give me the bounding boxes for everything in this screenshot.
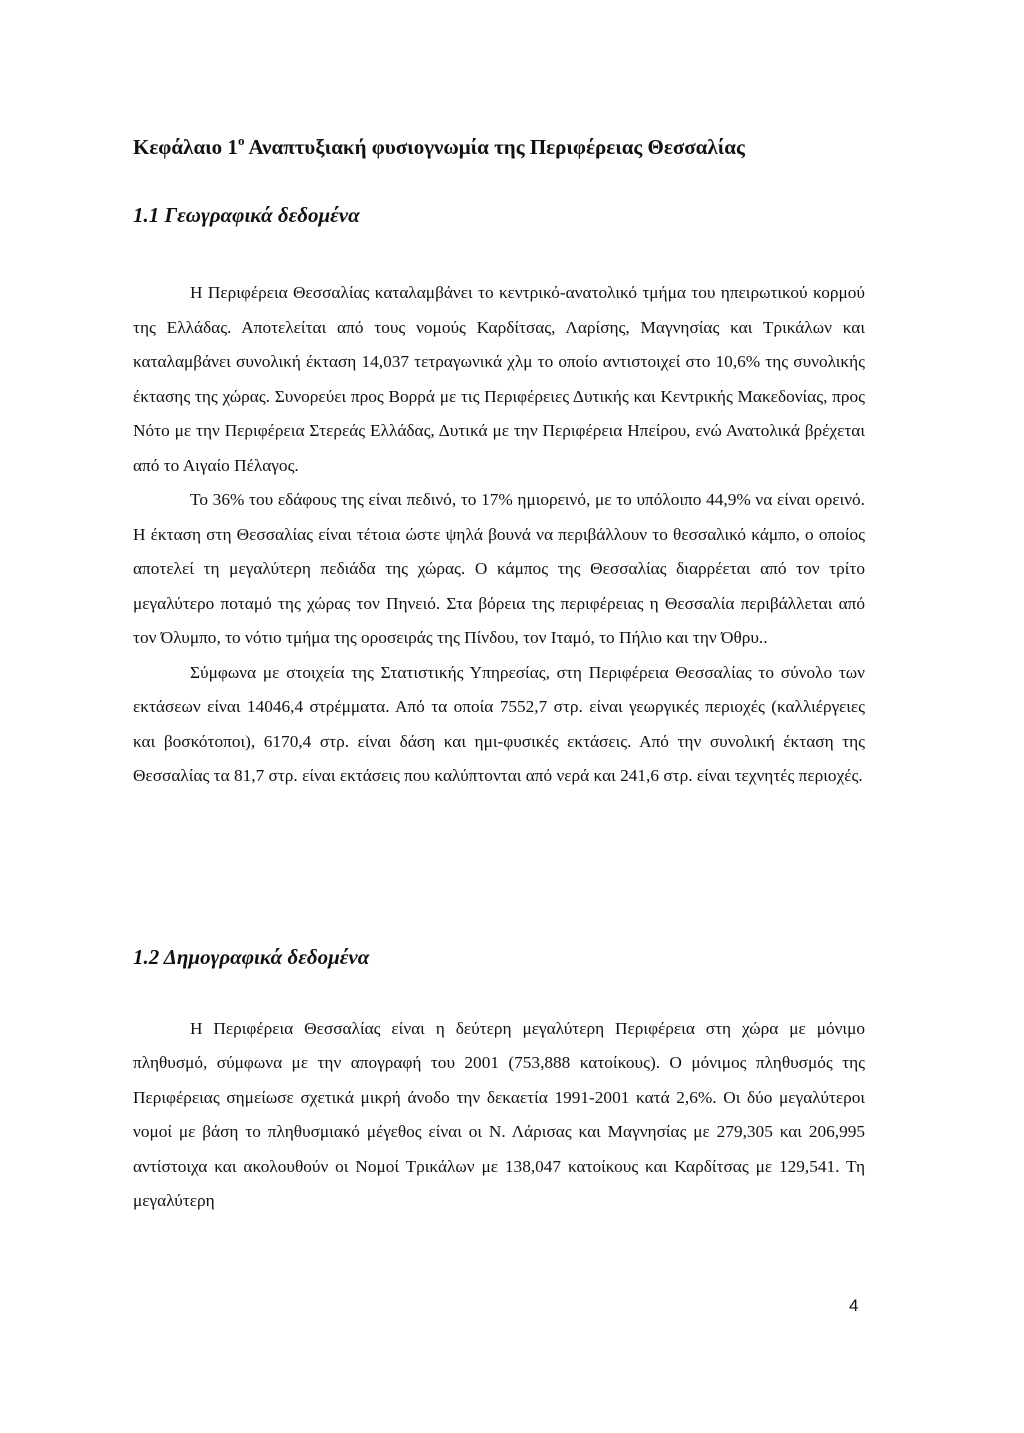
paragraph: Η Περιφέρεια Θεσσαλίας καταλαμβάνει το κεντρικό-ανατολικό τμήμα του ηπειρωτικού κορμού της Ελλάδας. Αποτελείται από τους νομούς Καρδίτσας, Λαρίσης, Μαγνησίας και Τρικάλων και καταλαμβάνει συνολική έκταση 14,037 τετραγωνικά χλμ το οποίο αντιστοιχεί στο 10,6% της συνολικής έκτασης της χώρας. Συνορεύει προς Βορρά με τις Περιφέρειες Δυτικής και Κεντρικής Μακεδονίας, προς Νότο με την Περιφέρεια Στερεάς Ελλάδας, Δυτικά με την Περιφέρεια Ηπείρου, ενώ Ανατολικά βρέχεται από το Αιγαίο Πέλαγος.	[133, 283, 865, 475]
section-heading-demographics: 1.2 Δημογραφικά δεδομένα	[133, 944, 370, 969]
chapter-title-prefix: Κεφάλαιο 1	[133, 135, 238, 159]
page-number: 4	[849, 1296, 859, 1315]
paragraph: Σύμφωνα με στοιχεία της Στατιστικής Υπηρεσίας, στη Περιφέρεια Θεσσαλίας το σύνολο των εκτάσεων είναι 14046,4 στρέμματα. Από τα οποία 7552,7 στρ. είναι γεωργικές περιοχές (καλλιέργειες και βοσκότοποι), 6170,4 στρ. είναι δάση και ημι-φυσικές εκτάσεις. Από την συνολική έκταση της Θεσσαλίας τα 81,7 στρ. είναι εκτάσεις που καλύπτονται από νερά και 241,6 στρ. είναι τεχνητές περιοχές.	[133, 662, 865, 785]
chapter-title-rest: Αναπτυξιακή φυσιογνωμία της Περιφέρειας Θεσσαλίας	[244, 135, 745, 159]
section-heading-geography: 1.1 Γεωγραφικά δεδομένα	[133, 203, 360, 227]
chapter-title-superscript: ο	[237, 133, 245, 148]
chapter-title	[133, 126, 865, 162]
paragraph: Η Περιφέρεια Θεσσαλίας είναι η δεύτερη μεγαλύτερη Περιφέρεια στη χώρα με μόνιμο πληθυσμό, σύμφωνα με την απογραφή του 2001 (753,888 κατοίκους). Ο μόνιμος πληθυσμός της Περιφέρειας σημείωσε σχετικά μικρή άνοδο την δεκαετία 1991-2001 κατά 2,6%. Οι δύο μεγαλύτεροι νομοί με βάση το πληθυσμιακό μέγεθος είναι οι Ν. Λάρισας και Μαγνησίας με 279,305 και 206,995 αντίστοιχα και ακολουθούν οι Νομοί Τρικάλων με 138,047 κατοίκους και Καρδίτσας με 129,541. Τη μεγαλύτερη	[133, 1018, 865, 1210]
document-page	[133, 126, 865, 1219]
paragraph: Το 36% του εδάφους της είναι πεδινό, το 17% ημιορεινό, με το υπόλοιπο 44,9% να είναι ορεινό. Η έκταση στη Θεσσαλίας είναι τέτοια ώστε ψηλά βουνά να περιβάλλουν το θεσσαλικό κάμπο, ο οποίος αποτελεί τη μεγαλύτερη πεδιάδα της χώρας. Ο κάμπος της Θεσσαλίας διαρρέεται από τον τρίτο μεγαλύτερο ποταμό της χώρας τον Πηνειό. Στα βόρεια της περιφέρειας η Θεσσαλία περιβάλλεται από τον Όλυμπο, το νότιο τμήμα της οροσειράς της Πίνδου, τον Ιταμό, το Πήλιο και την Όθρυ..	[133, 490, 865, 647]
